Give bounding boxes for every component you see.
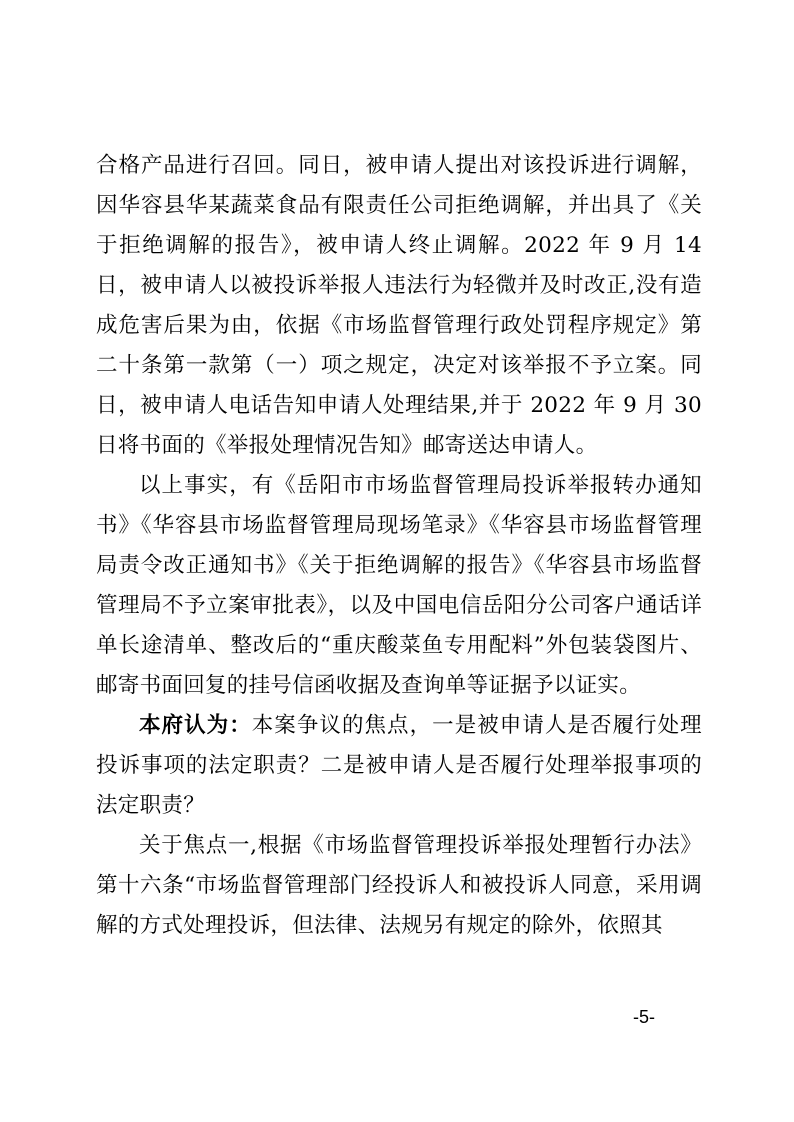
page-number: -5- xyxy=(633,1007,655,1027)
paragraph-text: 本案争议的焦点，一是被申请人是否履行处理投诉事项的法定职责？二是被申请人是否履行处理举报事项的法定职责？ xyxy=(96,713,702,818)
paragraph-focus-one: 关于焦点一,根据《市场监督管理投诉举报处理暂行办法》第十六条“市场监督管理部门经投诉人和被投诉人同意，采用调解的方式处理投诉，但法律、法规另有规定的除外，依照其 xyxy=(96,833,702,938)
paragraph-continuation: 合格产品进行召回。同日，被申请人提出对该投诉进行调解，因华容县华某蔬菜食品有限责任公司拒绝调解，并出具了《关于拒绝调解的报告》，被申请人终止调解。2022 年 9 月 14 日，被申请人以被投诉举报人违法行为轻微并及时改正,没有造成危害后果为由，依据《市场监督管理行政处罚程序规定》第二十条第一款第（一）项之规定，决定对该举报不予立案。同日，被申请人电话告知申请人处理结果,并于 2022 年 9 月 30 日将书面的《举报处理情况告知》邮寄送达申请人。 xyxy=(96,153,702,458)
paragraph-bold-lead: 本府认为： xyxy=(139,713,252,738)
paragraph-ruling-opinion xyxy=(96,706,702,826)
paragraph-evidence-list: 以上事实，有《岳阳市市场监督管理局投诉举报转办通知书》《华容县市场监督管理局现场笔录》《华容县市场监督管理局责令改正通知书》《关于拒绝调解的报告》《华容县市场监督管理局不予立案审批表》，以及中国电信岳阳分公司客户通话详单长途清单、整改后的“重庆酸菜鱼专用配料”外包装袋图片、邮寄书面回复的挂号信函收据及查询单等证据予以证实。 xyxy=(96,473,702,698)
document-body xyxy=(96,146,702,946)
